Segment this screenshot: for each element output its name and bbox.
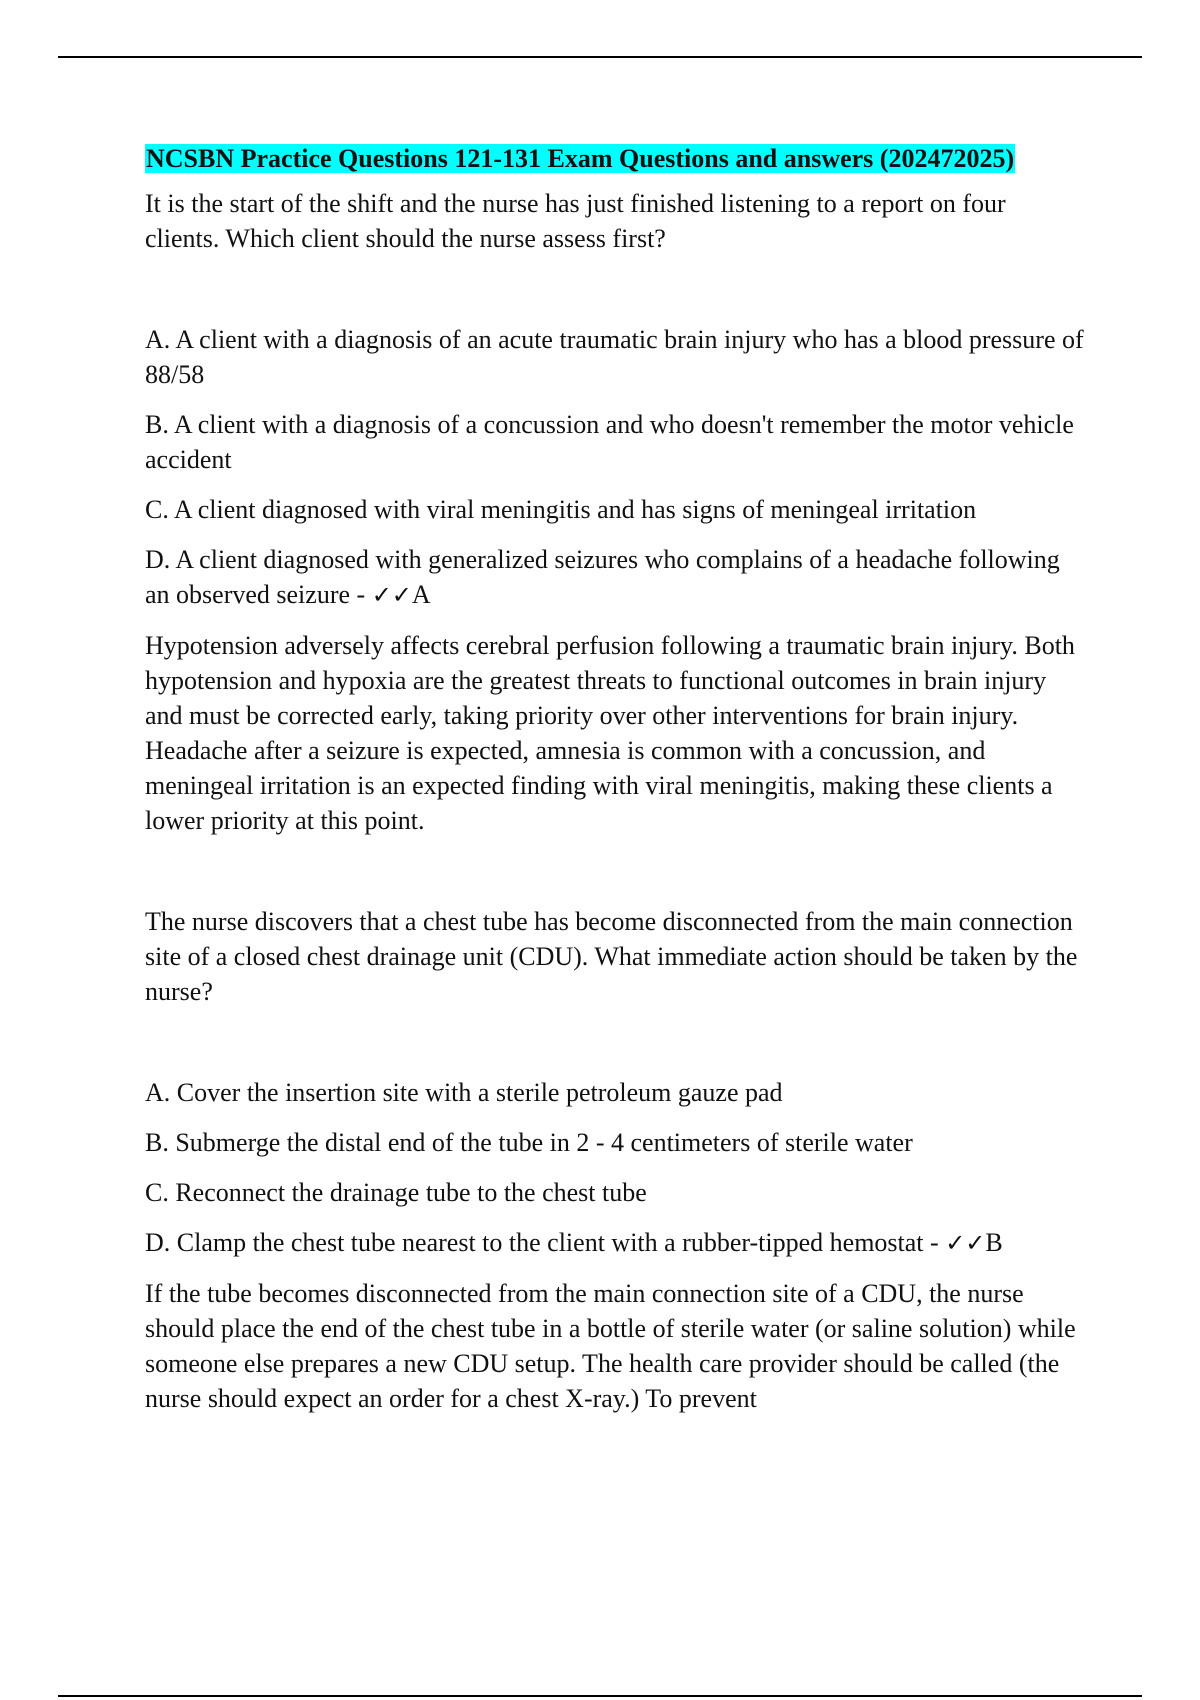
title-block [145, 140, 1085, 178]
double-check-icon: ✓✓ [945, 1229, 986, 1257]
answer-explanation: Hypotension adversely affects cerebral perfusion following a traumatic brain injury. Both hypotension and hypoxia are the greatest threats to functional outcomes in brain injury and must be corrected early, taking priority over other interventions for brain injury. Headache after a seizure is expected, amnesia is common with a concussion, and meningeal irritation is an expected finding with viral meningitis, making these clients a lower priority at this point. [145, 631, 1075, 835]
answer-option-c: C. A client diagnosed with viral meningitis and has signs of meningeal irritation [145, 495, 977, 524]
answer-option-d [145, 1225, 1085, 1261]
answer-explanation: If the tube becomes disconnected from the main connection site of a CDU, the nurse should place the end of the chest tube in a bottle of sterile water (or saline solution) while someone else prepares a new CDU setup. The health care provider should be called (the nurse should expect an order for a chest X-ray.) To prevent [145, 1279, 1076, 1413]
answer-option-b: B. Submerge the distal end of the tube in 2 - 4 centimeters of sterile water [145, 1128, 913, 1157]
correct-answer-letter: B [985, 1228, 1003, 1257]
footer-rule [58, 1695, 1142, 1697]
correct-answer-letter: A [411, 580, 431, 609]
correct-answer-marker [945, 1228, 1003, 1257]
answer-option-a: A. A client with a diagnosis of an acute traumatic brain injury who has a blood pressure of 88/58 [145, 325, 1084, 389]
answer-option-a: A. Cover the insertion site with a sterile petroleum gauze pad [145, 1078, 783, 1107]
answer-option-d [145, 542, 1085, 613]
double-check-icon: ✓✓ [371, 581, 412, 609]
answer-option-d-text: D. A client diagnosed with generalized seizures who complains of a headache following an observed seizure - [145, 545, 1060, 609]
question-stem: It is the start of the shift and the nurse has just finished listening to a report on four clients. Which client should the nurse assess first? [145, 189, 1006, 253]
document-body [145, 140, 1085, 1416]
header-rule [58, 56, 1142, 58]
question-block-2 [145, 904, 1085, 1416]
question-stem: The nurse discovers that a chest tube has become disconnected from the main connection site of a closed chest drainage unit (CDU). What immediate action should be taken by the nurse? [145, 907, 1078, 1006]
answer-option-d-text: D. Clamp the chest tube nearest to the client with a rubber-tipped hemostat - [145, 1228, 939, 1257]
answer-option-c: C. Reconnect the drainage tube to the chest tube [145, 1178, 647, 1207]
answer-option-b: B. A client with a diagnosis of a concussion and who doesn't remember the motor vehicle accident [145, 410, 1074, 474]
document-title: NCSBN Practice Questions 121-131 Exam Questions and answers (202472025) [146, 144, 1015, 173]
question-block-1 [145, 186, 1085, 838]
correct-answer-marker [372, 580, 431, 609]
